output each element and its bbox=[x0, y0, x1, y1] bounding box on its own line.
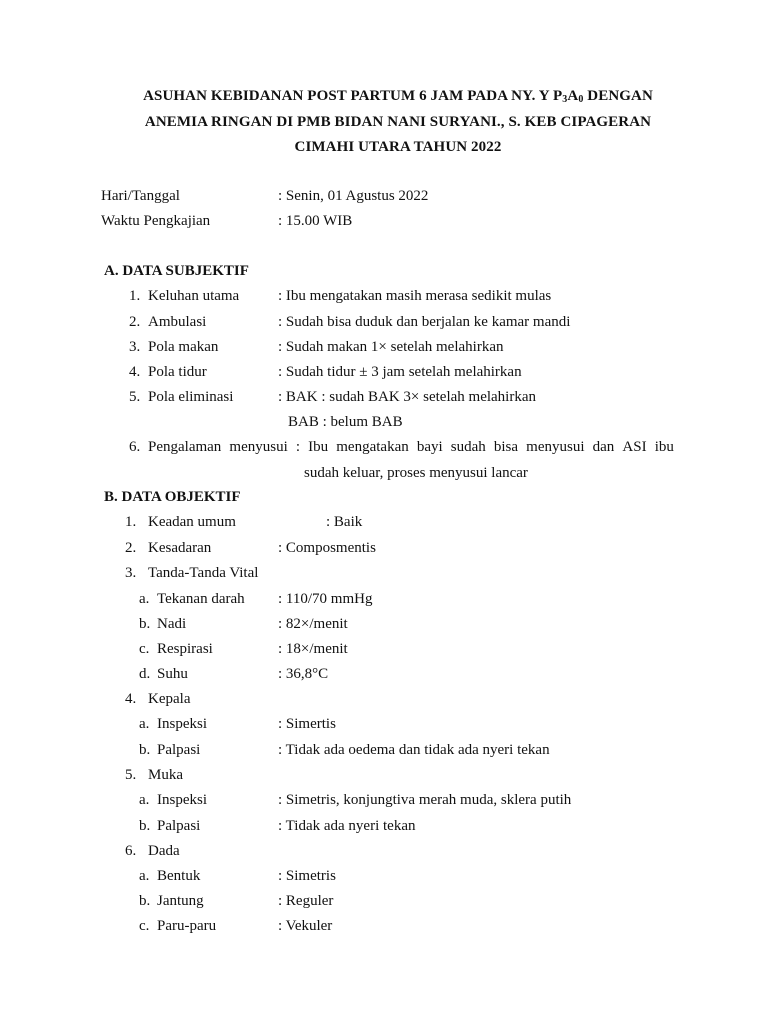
list-item-number: 3. bbox=[129, 339, 141, 355]
lungs-value: : Vekuler bbox=[278, 918, 333, 934]
heart-value: : Reguler bbox=[278, 893, 334, 909]
list-item-number: 5. bbox=[129, 389, 141, 405]
temperature-value: : 36,8°C bbox=[278, 666, 329, 682]
head-label: Kepala bbox=[148, 691, 191, 707]
sub-item-letter: a. bbox=[139, 591, 150, 607]
justified-word: bayi bbox=[416, 439, 443, 455]
justified-word: dan bbox=[592, 439, 615, 455]
vital-signs-label: Tanda-Tanda Vital bbox=[148, 565, 259, 581]
head-palpation-value: : Tidak ada oedema dan tidak ada nyeri tekan bbox=[278, 742, 550, 758]
chest-label: Dada bbox=[148, 843, 180, 859]
consciousness-value: : Composmentis bbox=[278, 540, 376, 556]
day-date-value: : Senin, 01 Agustus 2022 bbox=[278, 188, 429, 204]
list-item-number: 1. bbox=[129, 288, 141, 304]
assessment-time-label: Waktu Pengkajian bbox=[101, 213, 211, 229]
document-title-line-1: ASUHAN KEBIDANAN POST PARTUM 6 JAM PADA NY. Y $P_3A_0$ DENGAN bbox=[143, 88, 653, 105]
justified-word: : bbox=[295, 439, 301, 455]
temperature-label: Suhu bbox=[157, 666, 188, 682]
face-label: Muka bbox=[148, 767, 183, 783]
heart-label: Jantung bbox=[157, 893, 204, 909]
respiration-label: Respirasi bbox=[157, 641, 213, 657]
list-item-number: 2. bbox=[125, 540, 137, 556]
section-objective-heading: B. DATA OBJEKTIF bbox=[104, 489, 241, 505]
elimination-pattern-label: Pola eliminasi bbox=[148, 389, 234, 405]
face-inspection-label: Inspeksi bbox=[157, 792, 207, 808]
main-complaint-label: Keluhan utama bbox=[148, 288, 240, 304]
justified-word: bisa bbox=[493, 439, 519, 455]
pulse-label: Nadi bbox=[157, 616, 187, 632]
elimination-pattern-bab-value: BAB : belum BAB bbox=[288, 414, 403, 430]
day-date-label: Hari/Tanggal bbox=[101, 188, 180, 204]
justified-word: mengatakan bbox=[336, 439, 409, 455]
list-item-number: 4. bbox=[129, 364, 141, 380]
justified-word: Ibu bbox=[308, 439, 329, 455]
sub-item-letter: d. bbox=[139, 666, 151, 682]
list-item-number: 6. bbox=[125, 843, 137, 859]
respiration-value: : 18×/menit bbox=[278, 641, 348, 657]
eating-pattern-value: : Sudah makan 1× setelah melahirkan bbox=[278, 339, 504, 355]
chest-shape-label: Bentuk bbox=[157, 868, 201, 884]
elimination-pattern-value: : BAK : sudah BAK 3× setelah melahirkan bbox=[278, 389, 536, 405]
eating-pattern-label: Pola makan bbox=[148, 339, 219, 355]
sleep-pattern-value: : Sudah tidur ± 3 jam setelah melahirkan bbox=[278, 364, 522, 380]
list-item-number: 5. bbox=[125, 767, 137, 783]
sub-item-letter: b. bbox=[139, 893, 151, 909]
face-palpation-label: Palpasi bbox=[157, 818, 201, 834]
ambulation-value: : Sudah bisa duduk dan berjalan ke kamar mandi bbox=[278, 314, 571, 330]
list-item-number: 1. bbox=[125, 514, 137, 530]
sub-item-letter: a. bbox=[139, 868, 150, 884]
main-complaint-value: : Ibu mengatakan masih merasa sedikit mulas bbox=[278, 288, 552, 304]
head-palpation-label: Palpasi bbox=[157, 742, 201, 758]
sub-item-letter: a. bbox=[139, 792, 150, 808]
breastfeeding-experience-line bbox=[148, 439, 674, 456]
lungs-label: Paru-paru bbox=[157, 918, 217, 934]
general-condition-value: : Baik bbox=[326, 514, 363, 530]
pulse-value: : 82×/menit bbox=[278, 616, 348, 632]
justified-word: Pengalaman bbox=[148, 439, 222, 455]
face-inspection-value: : Simetris, konjungtiva merah muda, sklera putih bbox=[278, 792, 572, 808]
general-condition-label: Keadan umum bbox=[148, 514, 236, 530]
sub-item-letter: b. bbox=[139, 742, 151, 758]
justified-word: ASI bbox=[622, 439, 647, 455]
justified-word: menyusui bbox=[526, 439, 585, 455]
head-inspection-value: : Simertis bbox=[278, 716, 336, 732]
list-item-number: 3. bbox=[125, 565, 137, 581]
breastfeeding-experience-cont: sudah keluar, proses menyusui lancar bbox=[304, 465, 528, 481]
head-inspection-label: Inspeksi bbox=[157, 716, 207, 732]
chest-shape-value: : Simetris bbox=[278, 868, 336, 884]
justified-word: sudah bbox=[450, 439, 486, 455]
sub-item-letter: c. bbox=[139, 641, 150, 657]
list-item-number: 4. bbox=[125, 691, 137, 707]
justified-word: menyusui bbox=[229, 439, 288, 455]
list-item-number: 6. bbox=[129, 439, 141, 455]
justified-word: ibu bbox=[654, 439, 674, 455]
blood-pressure-value: : 110/70 mmHg bbox=[278, 591, 373, 607]
assessment-time-value: : 15.00 WIB bbox=[278, 213, 353, 229]
sleep-pattern-label: Pola tidur bbox=[148, 364, 207, 380]
consciousness-label: Kesadaran bbox=[148, 540, 212, 556]
document-title-line-2: ANEMIA RINGAN DI PMB BIDAN NANI SURYANI., S. KEB CIPAGERAN bbox=[144, 114, 652, 130]
list-item-number: 2. bbox=[129, 314, 141, 330]
sub-item-letter: b. bbox=[139, 818, 151, 834]
ambulation-label: Ambulasi bbox=[148, 314, 207, 330]
blood-pressure-label: Tekanan darah bbox=[157, 591, 245, 607]
sub-item-letter: c. bbox=[139, 918, 150, 934]
sub-item-letter: b. bbox=[139, 616, 151, 632]
document-title-line-3: CIMAHI UTARA TAHUN 2022 bbox=[294, 139, 502, 155]
sub-item-letter: a. bbox=[139, 716, 150, 732]
face-palpation-value: : Tidak ada nyeri tekan bbox=[278, 818, 416, 834]
section-subjective-heading: A. DATA SUBJEKTIF bbox=[104, 263, 249, 279]
